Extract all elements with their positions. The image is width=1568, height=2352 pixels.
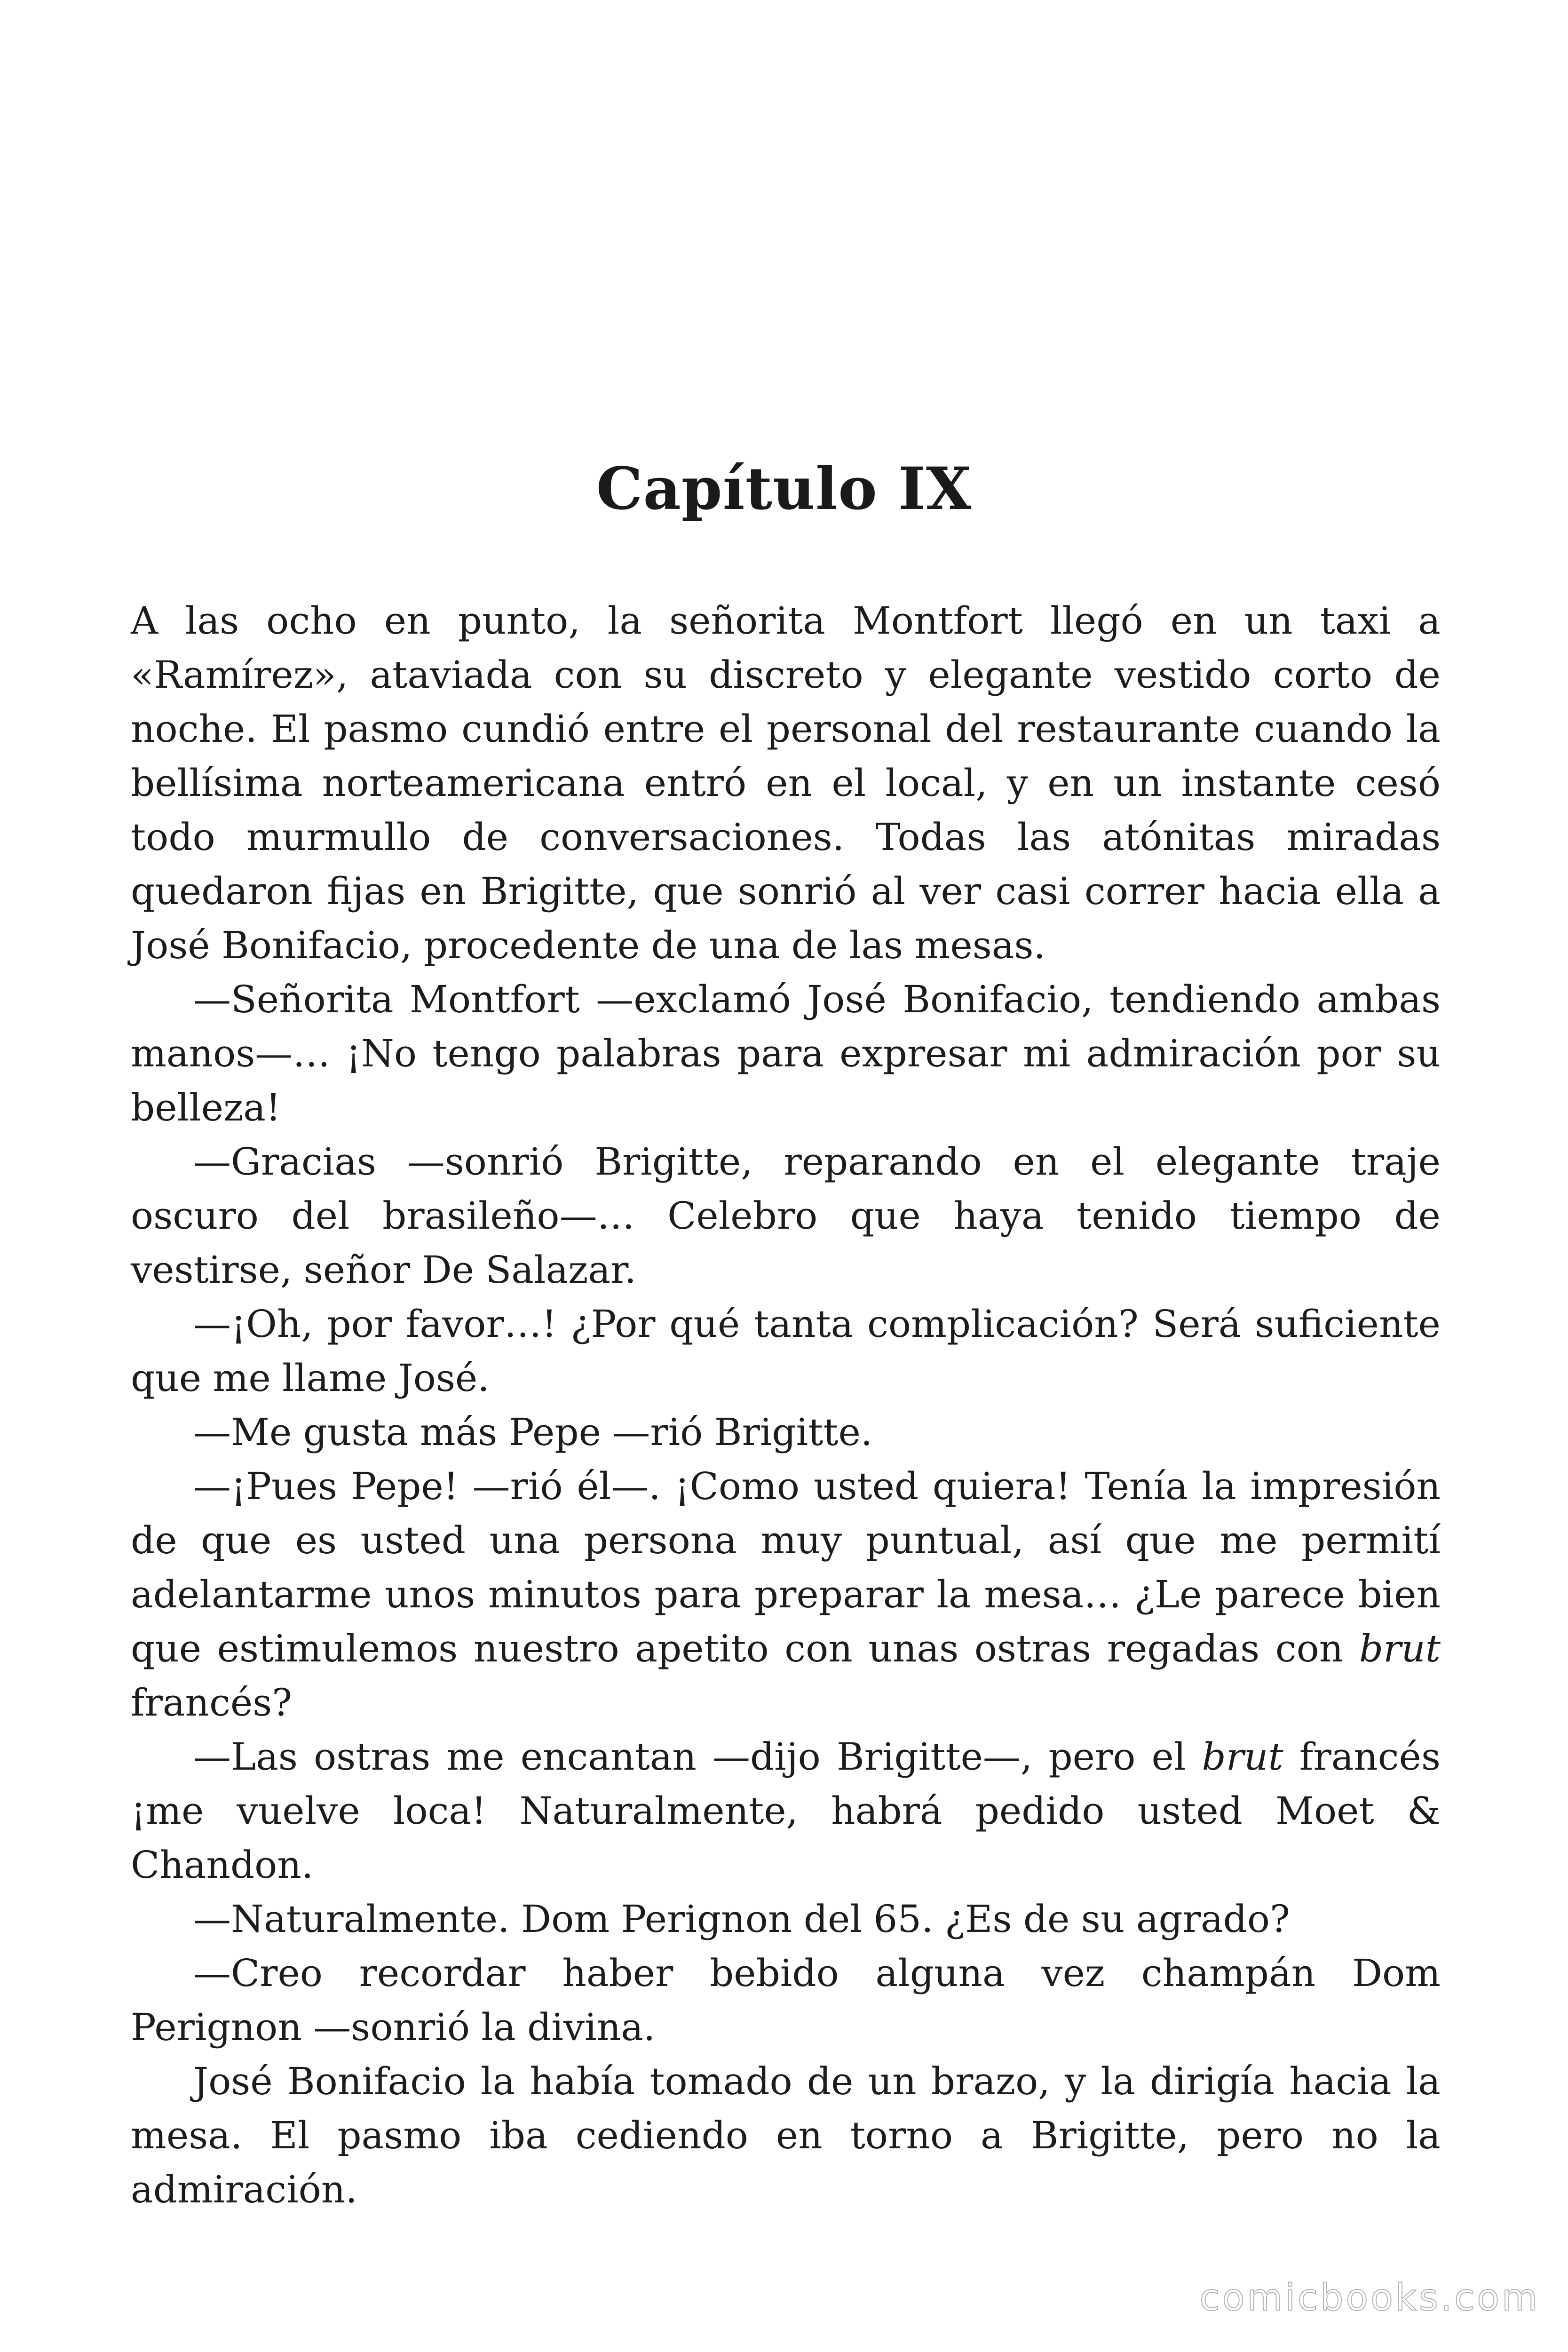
- chapter-title: Capítulo IX: [596, 455, 972, 523]
- paragraph: [131, 1459, 1441, 1730]
- paragraph: [131, 1135, 1441, 1297]
- paragraph-text: José Bonifacio la había tomado de un brazo, y la dirigía hacia la mesa. El pasmo iba cediendo en torno a Brigitte, pero no la admiración.: [131, 2059, 1441, 2211]
- paragraph-text: —Las ostras me encantan —dijo Brigitte—, pero el: [193, 1735, 1202, 1779]
- paragraph-text: —Señorita Montfort —exclamó José Bonifacio, tendiendo ambas manos—… ¡No tengo palabras para expresar mi admiración por su belleza!: [131, 977, 1441, 1129]
- paragraph: [131, 972, 1441, 1135]
- paragraph-text: francés?: [131, 1681, 293, 1724]
- watermark: comicbooks.com: [1199, 2277, 1540, 2319]
- paragraph: [131, 1730, 1441, 1892]
- paragraph-text: —¡Oh, por favor…! ¿Por qué tanta complicación? Será suficiente que me llame José.: [131, 1302, 1441, 1400]
- paragraph: [131, 1405, 1441, 1459]
- paragraph-text: —Me gusta más Pepe —rió Brigitte.: [193, 1410, 873, 1454]
- paragraph: [131, 2054, 1441, 2217]
- paragraph-text: —¡Pues Pepe! —rió él—. ¡Como usted quiera! Tenía la impresión de que es usted una persona muy puntual, así que me permití adelantarme unos minutos para preparar la mesa… ¿Le parece bien que estimulemos nuestro apetito con unas ostras regadas con: [131, 1464, 1441, 1670]
- paragraph-text: A las ocho en punto, la señorita Montfort llegó en un taxi a «Ramírez», ataviada con su discreto y elegante vestido corto de noche. El pasmo cundió entre el personal del restaurante cuando la bellísima norteamericana entró en el local, y en un instante cesó todo murmullo de conversaciones. Todas las atónitas miradas quedaron fijas en Brigitte, que sonrió al ver casi correr hacia ella a José Bonifacio, procedente de una de las mesas.: [131, 599, 1441, 967]
- paragraph-text: —Gracias —sonrió Brigitte, reparando en el elegante traje oscuro del brasileño—… Celebro que haya tenido tiempo de vestirse, señor De Salazar.: [131, 1140, 1441, 1292]
- italic-term: brut: [1202, 1735, 1283, 1779]
- paragraph: [131, 594, 1441, 972]
- chapter-body: [131, 594, 1441, 2217]
- paragraph-text: francés ¡me vuelve loca! Naturalmente, habrá pedido usted Moet & Chandon.: [131, 1735, 1441, 1887]
- paragraph: [131, 1892, 1441, 1946]
- paragraph: [131, 1297, 1441, 1405]
- italic-term: brut: [1359, 1627, 1441, 1670]
- paragraph-text: —Naturalmente. Dom Perignon del 65. ¿Es de su agrado?: [193, 1897, 1290, 1941]
- paragraph: [131, 1946, 1441, 2054]
- paragraph-text: —Creo recordar haber bebido alguna vez champán Dom Perignon —sonrió la divina.: [131, 1951, 1441, 2049]
